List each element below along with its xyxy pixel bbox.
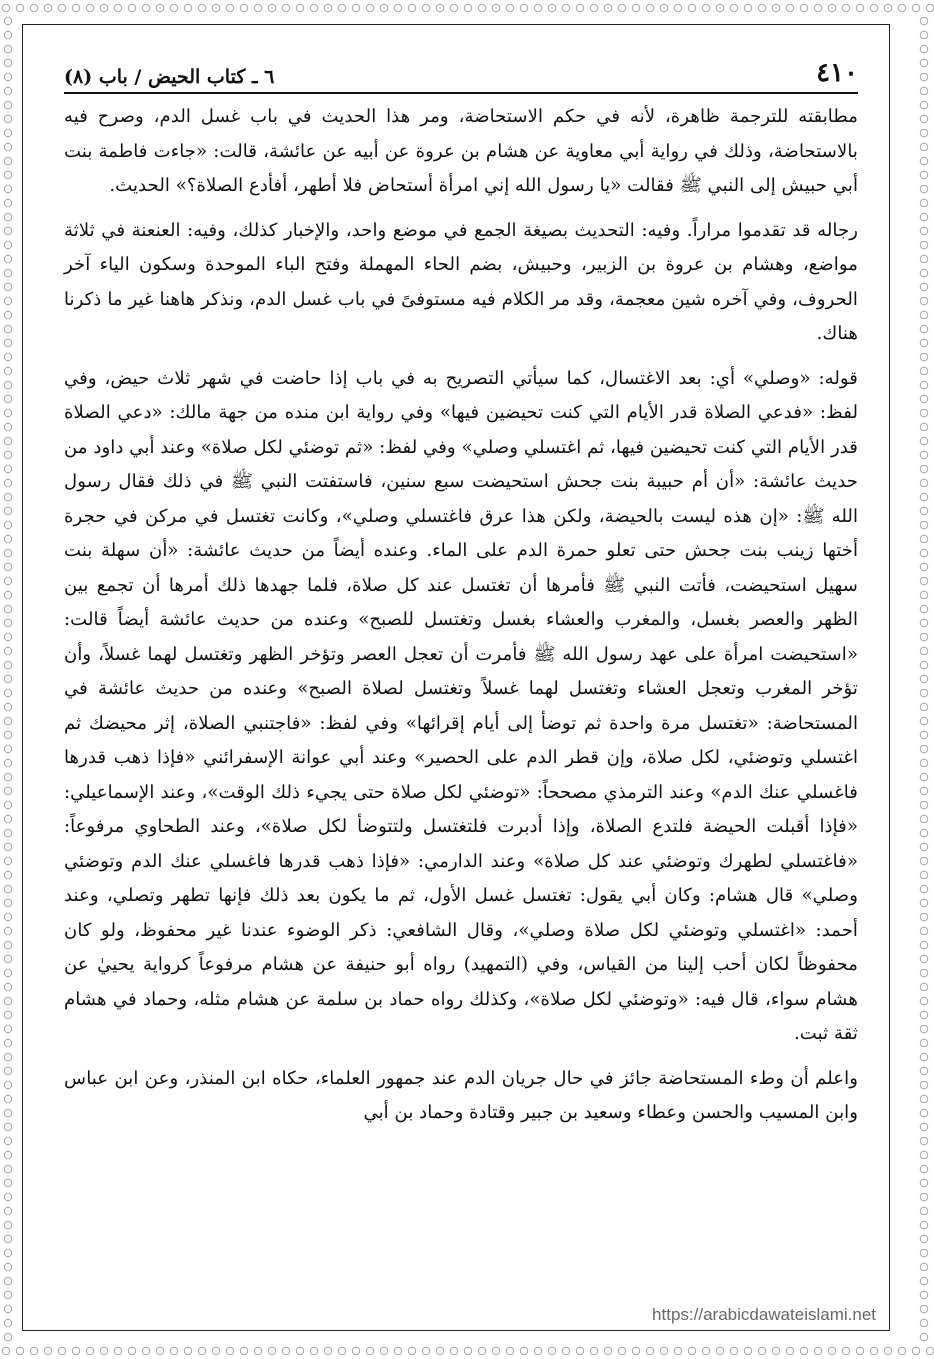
page-content bbox=[64, 56, 858, 1306]
source-watermark: https://arabicdawateislami.net bbox=[652, 1305, 876, 1324]
paragraph: واعلم أن وطء المستحاضة جائز في حال جريان الدم عند جمهور العلماء، حكاه ابن المنذر، وعن ابن عباس وابن المسيب والحسن وعطاء وسعيد بن جبير وقتادة وحماد بن أبي bbox=[64, 1067, 858, 1123]
left-ornament-border bbox=[0, 14, 16, 1345]
page-header bbox=[64, 56, 858, 94]
body-text bbox=[64, 100, 858, 1131]
top-ornament-border bbox=[0, 0, 934, 16]
paragraph: قوله: «وصلي» أي: بعد الاغتسال، كما سيأتي التصريح به في باب إذا حاضت في شهر ثلاث حيض، وفي لفظ: «فدعي الصلاة قدر الأيام التي كنت تحيضين فيها» وفي رواية ابن منده من جهة مالك: «دعي الصلاة قدر الأيام التي كنت تحيضين فيها، ثم اغتسلي وصلي» وفي لفظ: «ثم توضئي لكل صلاة» وعند أبي داود من حديث عائشة: «أن أم حبيبة بنت جحش استحيضت سبع سنين، فاستفتت النبي ﷺ في ذلك فقال رسول الله ﷺ: «إن هذه ليست بالحيضة، ولكن هذا عرق فاغتسلي وصلي»، وكانت تغتسل في مركن في حجرة أختها زينب بنت جحش حتى تعلو حمرة الدم على الماء. وعنده أيضاً من حديث عائشة: «أن سهلة بنت سهيل استحيضت، فأتت النبي ﷺ فأمرها أن تغتسل عند كل صلاة، فلما جهدها ذلك أمرها أن تجمع بين الظهر والعصر بغسل، والمغرب والعشاء بغسل وتغتسل للصبح» وعنده من حديث عائشة أيضاً قالت: «استحيضت امرأة على عهد رسول الله ﷺ فأمرت أن تعجل العصر وتؤخر الظهر وتغتسل لهما غسلاً، وأن تؤخر المغرب وتعجل العشاء وتغتسل لهما غسلاً وتغتسل لصلاة الصبح» وعنده من حديث عائشة في المستحاضة: «تغتسل مرة واحدة ثم توضأ إلى أيام إقرائها» وفي لفظ: «فاجتنبي الصلاة، إثر محيضك ثم اغتسلي وتوضئي، لكل صلاة، وإن قطر الدم على الحصير» وعند أبي عوانة الإسفرائني «فإذا ذهب قدرها فاغسلي عنك الدم» وعند الترمذي مصححاً: «توضئي لكل صلاة حتى يجيء ذلك الوقت»، وعند الإسماعيلي: «فإذا أقبلت الحيضة فلتدع الصلاة، وإذا أدبرت فلتغتسل ولتتوضأ لكل صلاة»، وعند الطحاوي مرفوعاً: «فاغتسلي لطهرك وتوضئي عند كل صلاة» وعند الدارمي: «فإذا ذهب قدرها فاغسلي عنك الدم وتوضئي وصلي» قال هشام: وكان أبي يقول: تغتسل غسل الأول، ثم ما يكون بعد ذلك فإنها تطهر وتصلي، وعند أحمد: «اغتسلي وتوضئي لكل صلاة وصلي»، وقال الشافعي: ذكر الوضوء عندنا غير محفوظ، ولو كان محفوظاً لكان أحب إلينا من القياس، وفي (التمهيد) رواه أبو حنيفة عن هشام مرفوعاً كرواية يحييٰ عن هشام سواء، قال فيه: «وتوضئي لكل صلاة»، وكذلك رواه حماد بن سلمة عن هشام مثله، وحماد في هشام ثقة ثبت. bbox=[64, 367, 859, 1044]
paragraph: مطابقته للترجمة ظاهرة، لأنه في حكم الاستحاضة، ومر هذا الحديث في باب غسل الدم، وصرح فيه بالاستحاضة، وذلك في رواية أبي معاوية عن هشام بن عروة عن أبيه عن عائشة، قالت: «جاءت فاطمة بنت أبي حبيش إلى النبي ﷺ فقالت «يا رسول الله إني امرأة أستحاض فلا أطهر، أفأدع الصلاة؟» الحديث. bbox=[64, 106, 858, 196]
page-number: ٤١٠ bbox=[816, 58, 858, 88]
paragraph: رجاله قد تقدموا مراراً. وفيه: التحديث بصيغة الجمع في موضع واحد، والإخبار كذلك، وفيه: العنعنة في ثلاثة مواضع، وهشام بن عروة بن الزبير، وحبيش، بضم الحاء المهملة وفتح الباء الموحدة وسكون الياء آخر الحروف، وفي آخره شين معجمة، وقد مر الكلام فيه مستوفىً في باب غسل الدم، ونذكر هاهنا غير ما ذكرنا هناك. bbox=[64, 219, 858, 344]
running-title: ٦ ـ كتاب الحيض / باب (٨) bbox=[64, 66, 275, 88]
right-ornament-border bbox=[916, 14, 932, 1345]
bottom-ornament-border bbox=[0, 1343, 934, 1359]
